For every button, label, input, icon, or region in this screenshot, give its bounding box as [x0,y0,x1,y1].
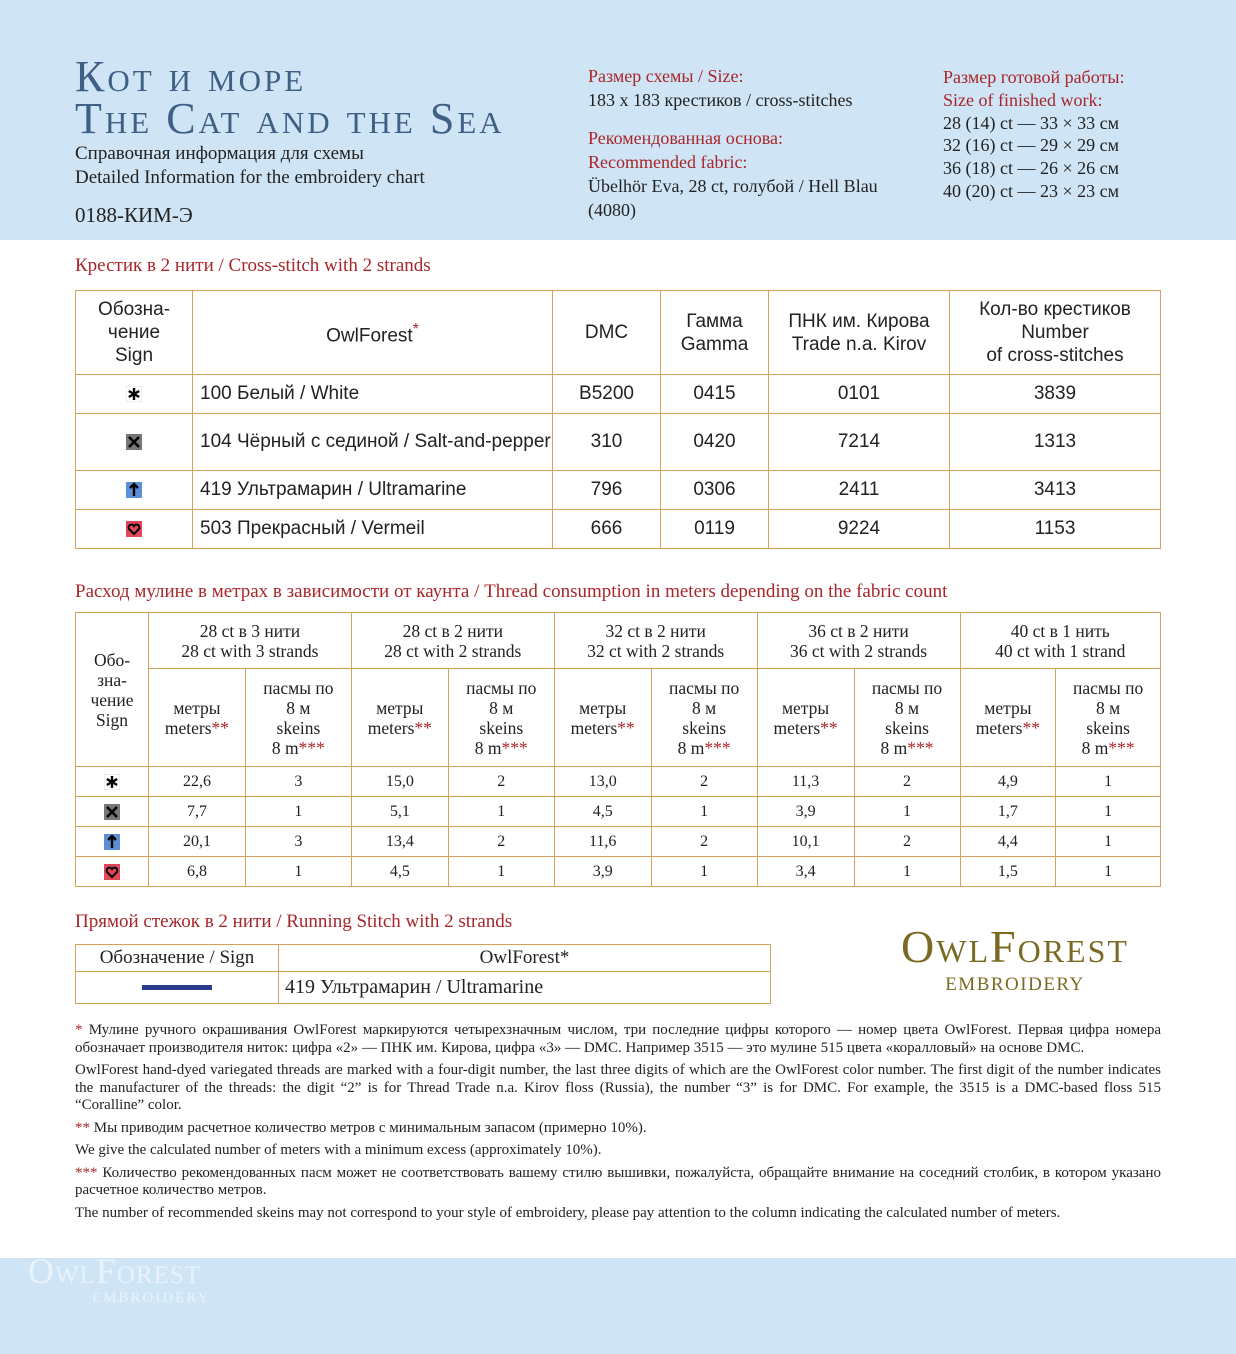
skeins-cell: 3 [245,827,351,857]
gamma-cell: 0119 [661,510,769,549]
meters-header: метры meters** [554,669,651,767]
pnk-cell: 7214 [769,414,950,471]
skeins-cell: 1 [651,857,757,887]
table-row [76,797,1161,827]
table-row [76,827,1161,857]
skeins-cell: 2 [448,827,554,857]
meters-header: метры meters** [351,669,448,767]
skeins-cell: 1 [1056,797,1161,827]
skeins-cell: 2 [854,767,960,797]
pnk-cell: 0101 [769,375,950,414]
meters-cell: 3,4 [757,857,854,887]
x-box-symbol-icon [104,804,120,820]
group-header: 36 ct в 2 нити 36 ct with 2 strands [757,613,960,669]
gamma-cell: 0415 [661,375,769,414]
sign-header: Обозначение / Sign [76,945,279,972]
thread-name: 100 Белый / White [193,375,553,414]
meters-cell: 1,5 [960,857,1056,887]
pnk-header: ПНК им. Кирова Trade n.a. Kirov [769,291,950,375]
sign-header: Обо- зна- чение Sign [76,613,149,767]
group-header: 40 ct в 1 нить 40 ct with 1 strand [960,613,1161,669]
meters-cell: 11,6 [554,827,651,857]
group-header-row [76,613,1161,669]
skeins-cell: 1 [448,797,554,827]
skeins-cell: 3 [245,767,351,797]
sub-header-row [76,669,1161,767]
skeins-header: пасмы по 8 м skeins 8 m*** [1056,669,1161,767]
skeins-cell: 1 [1056,767,1161,797]
meters-cell: 4,5 [351,857,448,887]
finished-label-ru: Размер готовой работы: [943,67,1125,87]
note-3-ru: *** Количество рекомендованных пасм может не соответствовать вашему стилю вышивки, пожалуйста, обращайте внимание на соседний столбик, в котором указано расчетное количество метров. [75,1164,1161,1198]
asterisk-symbol-icon [126,386,142,402]
watermark-name: OwlForest [28,1251,202,1291]
dmc-cell: B5200 [553,375,661,414]
table-row [76,857,1161,887]
thread-name: 503 Прекрасный / Vermeil [193,510,553,549]
sign-cell [76,767,149,797]
skeins-cell: 2 [651,767,757,797]
size-label: Размер схемы / Size: [588,66,744,86]
table-row [76,414,1161,471]
x-box-symbol-icon [126,434,142,450]
subtitle-en: Detailed Information for the embroidery chart [75,167,425,188]
skeins-cell: 2 [448,767,554,797]
dmc-cell: 310 [553,414,661,471]
dmc-cell: 666 [553,510,661,549]
sign-cell [76,797,149,827]
watermark-tag: EMBROIDERY [92,1290,211,1306]
table-header-row [76,945,771,972]
sign-cell [76,510,193,549]
skeins-cell: 2 [854,827,960,857]
table-row [76,510,1161,549]
meters-cell: 4,9 [960,767,1056,797]
chart-title [75,52,505,143]
skeins-cell: 1 [245,857,351,887]
skeins-cell: 1 [245,797,351,827]
running-stitch-section-title: Прямой стежок в 2 нити / Running Stitch with 2 strands [75,911,513,932]
size-info [588,64,918,222]
sign-cell [76,857,149,887]
table-header-row [76,291,1161,375]
thread-name: 419 Ультрамарин / Ultramarine [279,972,771,1004]
pnk-cell: 9224 [769,510,950,549]
count-cell: 1313 [950,414,1161,471]
up-arrow-symbol-icon [104,834,120,850]
consumption-table [75,612,1161,887]
skeins-header: пасмы по 8 м skeins 8 m*** [651,669,757,767]
count-header: Кол-во крестиков Number of cross-stitches [950,291,1161,375]
finished-size: 32 (16) ct — 29 × 29 см [943,135,1120,156]
pnk-cell: 2411 [769,471,950,510]
finished-size: 28 (14) ct — 33 × 33 см [943,112,1120,133]
heart-symbol-icon [126,521,142,537]
gamma-cell: 0306 [661,471,769,510]
sign-cell [76,972,279,1004]
running-stitch-line-icon [142,985,212,990]
asterisk-symbol-icon [104,774,120,790]
brand-logo [870,920,1160,996]
thread-name: 419 Ультрамарин / Ultramarine [193,471,553,510]
consumption-section-title: Расход мулине в метрах в зависимости от каунта / Thread consumption in meters depending on the fabric count [75,581,948,602]
group-header: 32 ct в 2 нити 32 ct with 2 strands [554,613,757,669]
table-row [76,972,771,1004]
skeins-cell: 1 [448,857,554,887]
finished-size: 40 (20) ct — 23 × 23 см [943,180,1120,201]
subtitle-ru: Справочная информация для схемы [75,143,364,164]
title-ru: Кот и море [75,52,307,101]
meters-cell: 6,8 [149,857,246,887]
skeins-header: пасмы по 8 м skeins 8 m*** [245,669,351,767]
finished-size-info [943,66,1203,203]
meters-cell: 1,7 [960,797,1056,827]
meters-cell: 4,5 [554,797,651,827]
thread-name: 104 Чёрный с сединой / Salt-and-pepper [193,414,553,471]
skeins-header: пасмы по 8 м skeins 8 m*** [854,669,960,767]
sign-header: Обозна- чение Sign [76,291,193,375]
consumption-body [76,767,1161,887]
dmc-header: DMC [553,291,661,375]
size-value: 183 х 183 крестиков / cross-stitches [588,90,853,110]
group-header: 28 ct в 2 нити 28 ct with 2 strands [351,613,554,669]
owlforest-header: OwlForest* [279,945,771,972]
finished-size: 36 (18) ct — 26 × 26 см [943,158,1120,179]
meters-cell: 3,9 [757,797,854,827]
meters-cell: 11,3 [757,767,854,797]
meters-cell: 22,6 [149,767,246,797]
skeins-header: пасмы по 8 м skeins 8 m*** [448,669,554,767]
sign-cell [76,827,149,857]
cross-stitch-table [75,290,1161,549]
skeins-cell: 1 [854,857,960,887]
meters-cell: 13,4 [351,827,448,857]
meters-cell: 10,1 [757,827,854,857]
sign-cell [76,375,193,414]
meters-cell: 15,0 [351,767,448,797]
skeins-cell: 1 [854,797,960,827]
meters-header: метры meters** [149,669,246,767]
finished-label-en: Size of finished work: [943,89,1103,110]
skeins-cell: 1 [651,797,757,827]
note-1-en: OwlForest hand-dyed variegated threads are marked with a four-digit number, the last three digits of which are the OwlForest color number. The first digit of the number indicates the manufacturer of the threads: the digit “2” is for Thread Trade n.a. Kirov floss (Russia), the number “3” is for DMC. For example, the 3515 is a DMC-based floss 515 “Coralline” color. [75,1062,1161,1113]
running-stitch-table [75,944,771,1004]
count-cell: 3413 [950,471,1161,510]
logo-name: OwlForest [901,921,1129,972]
gamma-cell: 0420 [661,414,769,471]
chart-code: 0188-КИМ-Э [75,203,193,227]
owlforest-header: OwlForest* [193,291,553,375]
group-header: 28 ct в 3 нити 28 ct with 3 strands [149,613,352,669]
count-cell: 1153 [950,510,1161,549]
up-arrow-symbol-icon [126,482,142,498]
meters-cell: 20,1 [149,827,246,857]
meters-cell: 5,1 [351,797,448,827]
meters-cell: 3,9 [554,857,651,887]
meters-header: метры meters** [757,669,854,767]
table-row [76,471,1161,510]
sign-cell [76,471,193,510]
dmc-cell: 796 [553,471,661,510]
footnotes [75,1022,1161,1227]
fabric-label-ru: Рекомендованная основа: [588,128,784,148]
note-2-en: We give the calculated number of meters with a minimum excess (approximately 10%). [75,1142,602,1158]
fabric-value: Übelhör Eva, 28 ct, голубой / Hell Blau (4080) [588,176,878,220]
note-1-ru: * Мулине ручного окрашивания OwlForest маркируются четырехзначным числом, три последние цифры которого — номер цвета OwlForest. Первая цифра номера обозначает производителя ниток: цифра «2» — ПНК им. Кирова, цифра «3» — DMC. Например 3515 — это мулине 515 цвета «коралловый» на основе DMC. [75,1022,1162,1056]
cross-stitch-section-title: Крестик в 2 нити / Cross-stitch with 2 strands [75,255,431,276]
meters-cell: 13,0 [554,767,651,797]
note-2-ru: ** Мы приводим расчетное количество метров с минимальным запасом (примерно 10%). [75,1119,647,1136]
skeins-cell: 1 [1056,857,1161,887]
skeins-cell: 1 [1056,827,1161,857]
heart-symbol-icon [104,864,120,880]
table-row [76,767,1161,797]
title-en: The Cat and the Sea [75,94,505,143]
table-row [76,375,1161,414]
note-3-en: The number of recommended skeins may not correspond to your style of embroidery, please pay attention to the column indicating the calculated number of meters. [75,1204,1061,1221]
meters-header: метры meters** [960,669,1056,767]
skeins-cell: 2 [651,827,757,857]
fabric-label-en: Recommended fabric: [588,152,748,172]
sign-cell [76,414,193,471]
meters-cell: 4,4 [960,827,1056,857]
logo-tag: EMBROIDERY [945,974,1085,995]
count-cell: 3839 [950,375,1161,414]
gamma-header: Гамма Gamma [661,291,769,375]
meters-cell: 7,7 [149,797,246,827]
